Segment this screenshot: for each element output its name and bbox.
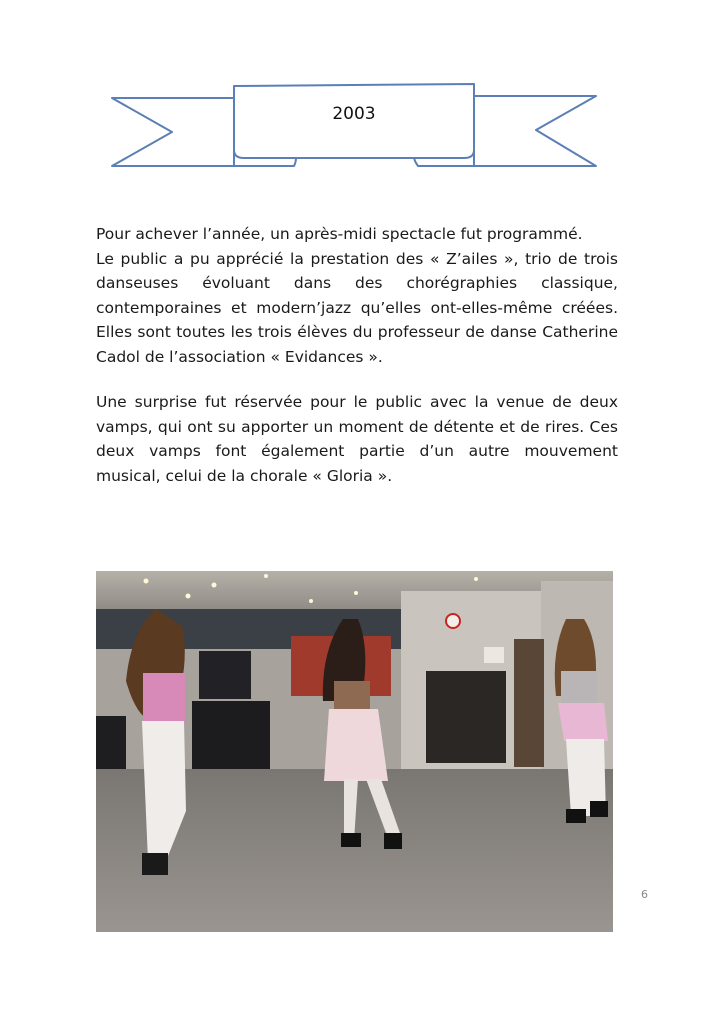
year-banner — [108, 80, 600, 172]
paragraph-intro — [96, 222, 618, 369]
paragraph-surprise — [96, 390, 618, 488]
no-entry-sign-icon — [446, 614, 460, 628]
paragraph-line: Pour achever l’année, un après-midi spectacle fut programmé. — [96, 225, 583, 243]
paragraph-line: Une surprise fut réservée pour le public avec la venue de deux vamps, qui ont su apporter un moment de détente et de rires. Ces deux vamps font également partie d’un autre mouvement musical, celui de la chorale « Gloria ». — [96, 393, 618, 485]
coat-rack — [426, 671, 506, 763]
paragraph-line: Le public a pu apprécié la prestation des « Z’ailes », trio de trois danseuses évoluant dans des chorégraphies classique, contemporaines et modern’jazz qu’elles ont-elles-même créées. Elles sont toutes les trois élèves du professeur de danse Catherine Cadol de l’association « Evidances ». — [96, 249, 618, 366]
door — [514, 639, 544, 767]
page-number: 6 — [641, 888, 648, 901]
dance-performance-photo — [96, 571, 613, 932]
year-title: 2003 — [332, 104, 376, 124]
photo-illustration — [96, 571, 613, 932]
ribbon-banner-icon — [108, 80, 600, 172]
notice-sign — [484, 647, 504, 663]
speaker-top — [199, 651, 251, 699]
